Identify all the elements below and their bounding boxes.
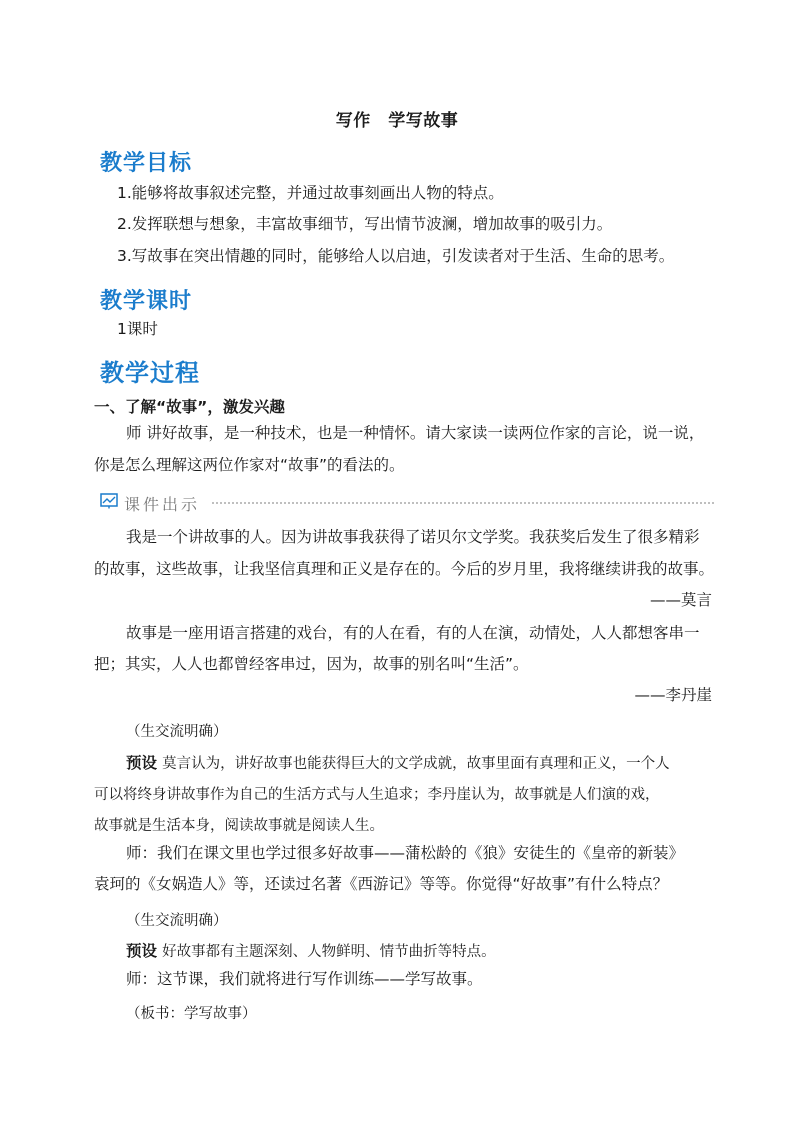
quote-line: 我是一个讲故事的人。因为讲故事我获得了诺贝尔文学奖。我获奖后发生了很多精彩 <box>126 528 700 546</box>
preset-text: 莫言认为，讲好故事也能获得巨大的文学成就，故事里面有真理和正义，一个人 <box>162 756 670 772</box>
board-note: （板书：学写故事） <box>126 1006 257 1022</box>
quote-line: 的故事，这些故事，让我坚信真理和正义是存在的。今后的岁月里，我将继续讲我的故事。 <box>94 560 715 578</box>
preset-text: 故事就是生活本身，阅读故事就是阅读人生。 <box>94 818 384 834</box>
hours-value: 1课时 <box>117 320 158 338</box>
section-heading-process: 教学过程 <box>100 359 200 387</box>
courseware-label: 课件出示 <box>124 495 201 514</box>
discussion-note: （生交流明确） <box>126 724 228 740</box>
objective-item: 2.发挥联想与想象，丰富故事细节，写出情节波澜，增加故事的吸引力。 <box>117 215 613 233</box>
preset-label: 预设 <box>126 942 158 960</box>
teacher-line: 师 讲好故事，是一种技术，也是一种情怀。请大家读一读两位作家的言论，说一说， <box>126 424 705 442</box>
objective-item: 3.写故事在突出情趣的同时，能够给人以启迪，引发读者对于生活、生命的思考。 <box>117 247 675 265</box>
courseware-icon <box>100 493 118 509</box>
preset-paragraph <box>126 752 670 773</box>
teacher-line: 师：这节课，我们就将进行写作训练——学写故事。 <box>126 970 483 988</box>
discussion-note: （生交流明确） <box>126 913 228 929</box>
preset-label: 预设 <box>126 754 158 772</box>
part1-heading: 一、了解“故事”，激发兴趣 <box>94 398 285 416</box>
preset-text: 可以将终身讲故事作为自己的生活方式与人生追求；李丹崖认为，故事就是人们演的戏， <box>94 787 660 803</box>
objective-item: 1.能够将故事叙述完整，并通过故事刻画出人物的特点。 <box>117 184 504 202</box>
quote-author: ——李丹崖 <box>634 686 712 704</box>
quote-line: 故事是一座用语言搭建的戏台，有的人在看，有的人在演，动情处，人人都想客串一 <box>126 624 700 642</box>
teacher-line: 你是怎么理解这两位作家对“故事”的看法的。 <box>94 456 405 474</box>
teacher-line: 袁珂的《女娲造人》等，还读过名著《西游记》等等。你觉得“好故事”有什么特点？ <box>94 875 669 893</box>
quote-author: ——莫言 <box>649 591 712 609</box>
section-heading-hours: 教学课时 <box>100 289 193 314</box>
quote-line: 把；其实，人人也都曾经客串过，因为，故事的别名叫“生活”。 <box>94 655 529 673</box>
preset-paragraph <box>126 940 496 961</box>
page-title: 写作 学写故事 <box>335 111 459 131</box>
teacher-line: 师：我们在课文里也学过很多好故事——蒲松龄的《狼》安徒生的《皇帝的新装》 <box>126 844 685 862</box>
dotted-divider <box>212 502 714 504</box>
section-heading-objectives: 教学目标 <box>100 151 193 176</box>
preset-text: 好故事都有主题深刻、人物鲜明、情节曲折等特点。 <box>162 944 496 960</box>
courseware-banner <box>100 492 714 512</box>
